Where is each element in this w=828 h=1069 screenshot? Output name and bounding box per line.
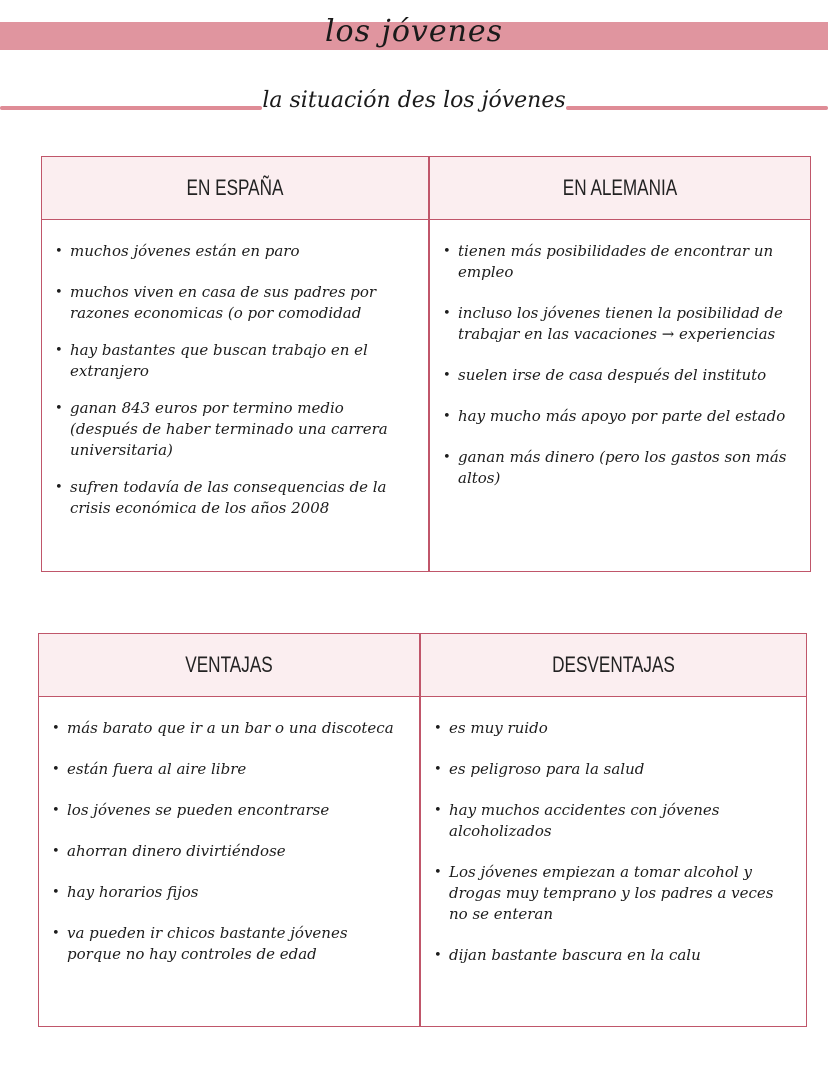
subtitle-rule-left xyxy=(0,106,262,110)
header-spain: EN ESPAÑA xyxy=(186,175,284,200)
list-item: • dijan bastante bascura en la calu xyxy=(431,945,793,966)
header-desventajas: DESVENTAJAS xyxy=(552,652,675,677)
list-item: • va pueden ir chicos bastante jóvenes porque no hay controles de edad xyxy=(49,923,404,965)
list-item: • hay muchos accidentes con jóvenes alcoholizados xyxy=(431,800,793,842)
comparison-table-spain-germany xyxy=(41,156,811,572)
list-item: • tienen más posibilidades de encontrar un empleo xyxy=(440,241,800,283)
page-title: los jóvenes xyxy=(324,14,504,49)
list-item: • muchos viven en casa de sus padres por razones economicas (o por comodidad xyxy=(52,282,412,324)
list-item: • es peligroso para la salud xyxy=(431,759,793,780)
ventajas-list xyxy=(49,718,404,965)
list-item: • ahorran dinero divirtiéndose xyxy=(49,841,404,862)
germany-list xyxy=(440,241,800,489)
subtitle-rule-right xyxy=(566,106,828,110)
list-item: • hay mucho más apoyo por parte del estado xyxy=(440,406,800,427)
list-item: • Los jóvenes empiezan a tomar alcohol y drogas muy temprano y los padres a veces no se enteran xyxy=(431,862,793,925)
pros-cons-table xyxy=(38,633,807,1027)
list-item: • hay horarios fijos xyxy=(49,882,404,903)
list-item: • suelen irse de casa después del instituto xyxy=(440,365,800,386)
desventajas-list xyxy=(431,718,793,966)
column-divider xyxy=(419,634,421,1026)
list-item: • están fuera al aire libre xyxy=(49,759,404,780)
list-item: • muchos jóvenes están en paro xyxy=(52,241,412,262)
list-item: • ganan 843 euros por termino medio (después de haber terminado una carrera universitaria) xyxy=(52,398,412,461)
page-subtitle: la situación des los jóvenes xyxy=(262,88,566,113)
list-item: • hay bastantes que buscan trabajo en el extranjero xyxy=(52,340,412,382)
column-divider xyxy=(428,157,430,571)
list-item: • los jóvenes se pueden encontrarse xyxy=(49,800,404,821)
list-item: • incluso los jóvenes tienen la posibilidad de trabajar en las vacaciones → experiencias xyxy=(440,303,800,345)
list-item: • es muy ruido xyxy=(431,718,793,739)
list-item: • más barato que ir a un bar o una discoteca xyxy=(49,718,404,739)
header-ventajas: VENTAJAS xyxy=(185,652,273,677)
spain-list xyxy=(52,241,412,519)
list-item: • ganan más dinero (pero los gastos son más altos) xyxy=(440,447,800,489)
header-germany: EN ALEMANIA xyxy=(562,175,678,200)
list-item: • sufren todavía de las consequencias de la crisis económica de los años 2008 xyxy=(52,477,412,519)
